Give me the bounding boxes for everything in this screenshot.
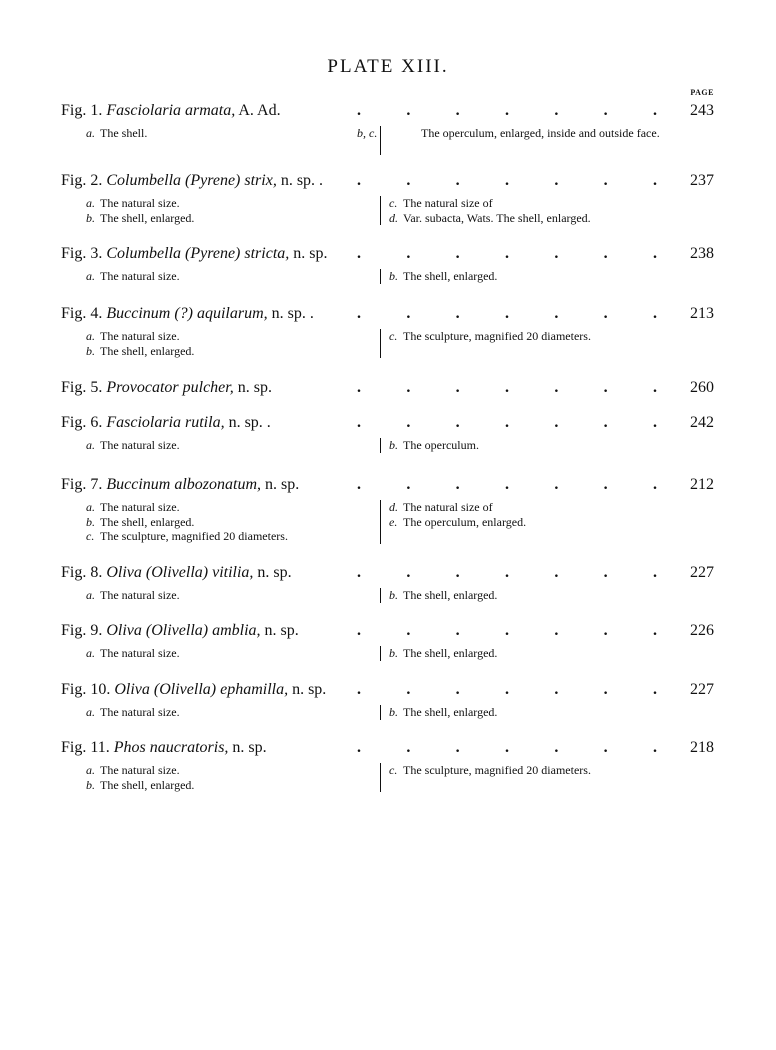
subitem <box>86 705 366 720</box>
subitem-letter: a. <box>86 705 95 719</box>
figure-line <box>0 102 776 124</box>
subitem <box>86 646 366 661</box>
subitems-left <box>86 196 366 225</box>
subitem <box>389 211 709 226</box>
subitem-text: The natural size. <box>100 269 180 283</box>
subitem-letter: b. <box>86 210 95 225</box>
subitem-text: The shell, enlarged. <box>100 514 195 529</box>
page-number: 260 <box>690 379 714 396</box>
figure-title <box>61 172 323 190</box>
subitem-text: The shell, enlarged. <box>403 705 498 719</box>
leader-dots: . . . . . . . <box>357 476 657 493</box>
subitem-letter: b. <box>86 514 95 529</box>
figure-entry <box>0 476 776 544</box>
leader-dots: . . . . . . . <box>357 102 657 119</box>
subitem <box>86 329 366 344</box>
leader-dots: . . . . . . . <box>357 379 657 396</box>
figure-number: Fig. 3. <box>61 245 103 262</box>
figure-number: Fig. 1. <box>61 102 103 119</box>
page-column-heading: PAGE <box>690 88 714 97</box>
subitems-right <box>357 126 709 155</box>
author-note: n. sp. <box>233 379 272 396</box>
subitem <box>86 438 366 453</box>
figure-line <box>0 414 776 436</box>
subitems-right <box>380 705 709 720</box>
figure-entry <box>0 172 776 225</box>
subitem <box>86 196 366 211</box>
subitem-text: The natural size of <box>403 196 493 210</box>
subitem-text: The natural size. <box>100 646 180 660</box>
leader-dots: . . . . . . . <box>357 564 657 581</box>
subitem <box>86 126 366 141</box>
figure-number: Fig. 10. <box>61 681 111 698</box>
subitem <box>86 529 366 544</box>
author-note: A. Ad. <box>235 102 281 119</box>
subitem-text: The natural size. <box>100 438 180 452</box>
figure-line <box>0 245 776 267</box>
species-name: Oliva (Olivella) ephamilla, <box>114 681 289 698</box>
page-number: 213 <box>690 305 714 322</box>
figure-subitems <box>0 763 776 792</box>
subitem-text: The shell, enlarged. <box>100 777 195 792</box>
author-note: n. sp. . <box>224 414 271 431</box>
subitem-text: The natural size. <box>100 763 180 777</box>
author-note: n. sp. <box>288 681 327 698</box>
subitem-text: The shell. <box>100 126 148 140</box>
figure-title <box>61 622 299 640</box>
subitems-left <box>86 126 366 141</box>
species-name: Buccinum albozonatum, <box>106 476 261 493</box>
subitem <box>86 344 366 359</box>
subitem <box>389 705 709 720</box>
subitem <box>389 269 709 284</box>
subitems-right <box>380 438 709 453</box>
leader-dots: . . . . . . . <box>357 739 657 756</box>
figure-entry <box>0 102 776 155</box>
page-number: 227 <box>690 564 714 581</box>
subitems-left <box>86 588 366 603</box>
figure-subitems <box>0 438 776 453</box>
figure-entry <box>0 564 776 603</box>
figure-number: Fig. 8. <box>61 564 103 581</box>
subitem-letter: b. <box>389 588 398 602</box>
species-name: Oliva (Olivella) vitilia, <box>106 564 254 581</box>
leader-dots: . . . . . . . <box>357 305 657 322</box>
subitems-right <box>380 500 709 544</box>
figure-entry <box>0 414 776 453</box>
page-number: 243 <box>690 102 714 119</box>
subitem-text: The natural size. <box>100 588 180 602</box>
page-number: 237 <box>690 172 714 189</box>
subitems-left <box>86 438 366 453</box>
figure-line <box>0 564 776 586</box>
subitem-letter: b. <box>86 777 95 792</box>
subitem-text: The shell, enlarged. <box>100 343 195 358</box>
figure-line <box>0 305 776 327</box>
subitem-letter: c. <box>389 763 398 777</box>
figure-number: Fig. 9. <box>61 622 103 639</box>
species-name: Provocator pulcher, <box>106 379 234 396</box>
figure-line <box>0 681 776 703</box>
subitems-left <box>86 763 366 792</box>
species-name: Columbella (Pyrene) strix, <box>106 172 277 189</box>
subitem-letter: b. <box>389 438 398 452</box>
figure-title <box>61 739 267 757</box>
subitem <box>389 500 709 515</box>
page-number: 226 <box>690 622 714 639</box>
figure-number: Fig. 4. <box>61 305 103 322</box>
subitem-letter: a. <box>86 196 95 210</box>
subitems-right <box>380 329 709 358</box>
figure-entry <box>0 305 776 358</box>
author-note: n. sp. <box>260 622 299 639</box>
figure-title <box>61 564 292 582</box>
figure-subitems <box>0 500 776 544</box>
leader-dots: . . . . . . . <box>357 622 657 639</box>
subitem-letter: b, c. <box>357 126 378 140</box>
page-number: 242 <box>690 414 714 431</box>
plate-title: PLATE XIII. <box>327 56 449 77</box>
subitem-letter: a. <box>86 588 95 602</box>
subitem <box>357 126 721 141</box>
species-name: Fasciolaria rutila, <box>106 414 225 431</box>
subitem <box>389 515 709 530</box>
figure-title <box>61 102 281 120</box>
figure-entry <box>0 622 776 661</box>
subitem-text: The natural size. <box>100 196 180 210</box>
subitem-letter: e. <box>389 514 398 529</box>
subitem-text: The shell, enlarged. <box>403 269 498 283</box>
figure-title <box>61 245 328 263</box>
subitem-letter: c. <box>389 329 398 343</box>
subitem <box>389 196 709 211</box>
subitem-letter: a. <box>86 269 95 283</box>
leader-dots: . . . . . . . <box>357 681 657 698</box>
subitems-right <box>380 646 709 661</box>
subitem-letter: d. <box>389 500 398 514</box>
species-name: Columbella (Pyrene) stricta, <box>106 245 290 262</box>
figure-entry <box>0 379 776 401</box>
author-note: n. sp. <box>253 564 292 581</box>
species-name: Fasciolaria armata, <box>106 102 236 119</box>
species-name: Buccinum (?) aquilarum, <box>106 305 268 322</box>
subitem-text: The shell, enlarged. <box>403 646 498 660</box>
subitem-text: The natural size. <box>100 705 180 719</box>
subitem-letter: a. <box>86 438 95 452</box>
figure-title <box>61 305 314 323</box>
author-note: n. sp. <box>228 739 267 756</box>
subitems-right <box>380 763 709 792</box>
subitem-letter: b. <box>86 343 95 358</box>
figure-subitems <box>0 126 776 155</box>
figure-subitems <box>0 646 776 661</box>
subitem-letter: a. <box>86 126 95 140</box>
subitem-text: The sculpture, magnified 20 diameters. <box>403 329 591 343</box>
subitem <box>86 269 366 284</box>
leader-dots: . . . . . . . <box>357 414 657 431</box>
subitem <box>86 763 366 778</box>
figure-line <box>0 172 776 194</box>
subitem-letter: a. <box>86 763 95 777</box>
subitem-letter: b. <box>389 646 398 660</box>
author-note: n. sp. <box>289 245 328 262</box>
figure-entry <box>0 739 776 792</box>
figure-subitems <box>0 269 776 284</box>
figure-line <box>0 379 776 401</box>
subitem <box>389 329 709 344</box>
subitem-letter: a. <box>86 646 95 660</box>
subitem <box>389 763 709 778</box>
subitem-text: The shell, enlarged. <box>403 588 498 602</box>
subitem-text: The operculum, enlarged. <box>403 514 527 529</box>
figure-title <box>61 476 299 494</box>
page-number: 238 <box>690 245 714 262</box>
subitem-letter: b. <box>389 705 398 719</box>
figure-subitems <box>0 329 776 358</box>
subitem <box>86 211 366 226</box>
subitems-right <box>380 588 709 603</box>
species-name: Oliva (Olivella) amblia, <box>106 622 261 639</box>
leader-dots: . . . . . . . <box>357 245 657 262</box>
page-number: 218 <box>690 739 714 756</box>
subitem-letter: a. <box>86 500 95 514</box>
subitem-text: Var. subacta, Wats. The shell, enlarged. <box>403 210 591 225</box>
figure-title <box>61 379 272 397</box>
figure-number: Fig. 7. <box>61 476 103 493</box>
subitem-letter: d. <box>389 210 398 225</box>
figure-number: Fig. 11. <box>61 739 110 756</box>
figure-number: Fig. 5. <box>61 379 103 396</box>
subitem-text: The operculum. <box>403 438 479 452</box>
subitems-right <box>380 269 709 284</box>
subitems-left <box>86 646 366 661</box>
subitems-left <box>86 500 366 544</box>
subitem <box>86 588 366 603</box>
page-number: 212 <box>690 476 714 493</box>
author-note: n. sp. . <box>267 305 314 322</box>
subitem <box>389 588 709 603</box>
species-name: Phos naucratoris, <box>113 739 229 756</box>
subitem-letter: b. <box>389 269 398 283</box>
subitem <box>389 438 709 453</box>
figure-line <box>0 476 776 498</box>
subitems-right <box>380 196 709 225</box>
subitem-letter: c. <box>86 529 95 543</box>
subitems-left <box>86 705 366 720</box>
figure-entry <box>0 245 776 284</box>
author-note: n. sp. . <box>276 172 324 189</box>
subitem <box>86 778 366 793</box>
figure-number: Fig. 6. <box>61 414 103 431</box>
subitem-text: The natural size of <box>403 500 493 514</box>
figure-number: Fig. 2. <box>61 172 103 189</box>
author-note: n. sp. <box>261 476 300 493</box>
subitem-text: The natural size. <box>100 329 180 343</box>
subitems-left <box>86 329 366 358</box>
figure-subitems <box>0 705 776 720</box>
figure-subitems <box>0 588 776 603</box>
subitem-text: The sculpture, magnified 20 diameters. <box>403 763 591 777</box>
subitem-text: The sculpture, magnified 20 diameters. <box>100 529 288 543</box>
subitem-text: The shell, enlarged. <box>100 210 195 225</box>
subitem-text: The operculum, enlarged, inside and outside face. <box>421 126 660 140</box>
subitems-left <box>86 269 366 284</box>
subitem <box>86 515 366 530</box>
figure-title <box>61 414 271 432</box>
subitem <box>86 500 366 515</box>
figure-line <box>0 622 776 644</box>
figure-entry <box>0 681 776 720</box>
figure-subitems <box>0 196 776 225</box>
figure-title <box>61 681 326 699</box>
subitem-letter: a. <box>86 329 95 343</box>
figure-line <box>0 739 776 761</box>
leader-dots: . . . . . . . <box>357 172 657 189</box>
subitem <box>389 646 709 661</box>
page-number: 227 <box>690 681 714 698</box>
subitem-letter: c. <box>389 196 398 210</box>
subitem-text: The natural size. <box>100 500 180 514</box>
